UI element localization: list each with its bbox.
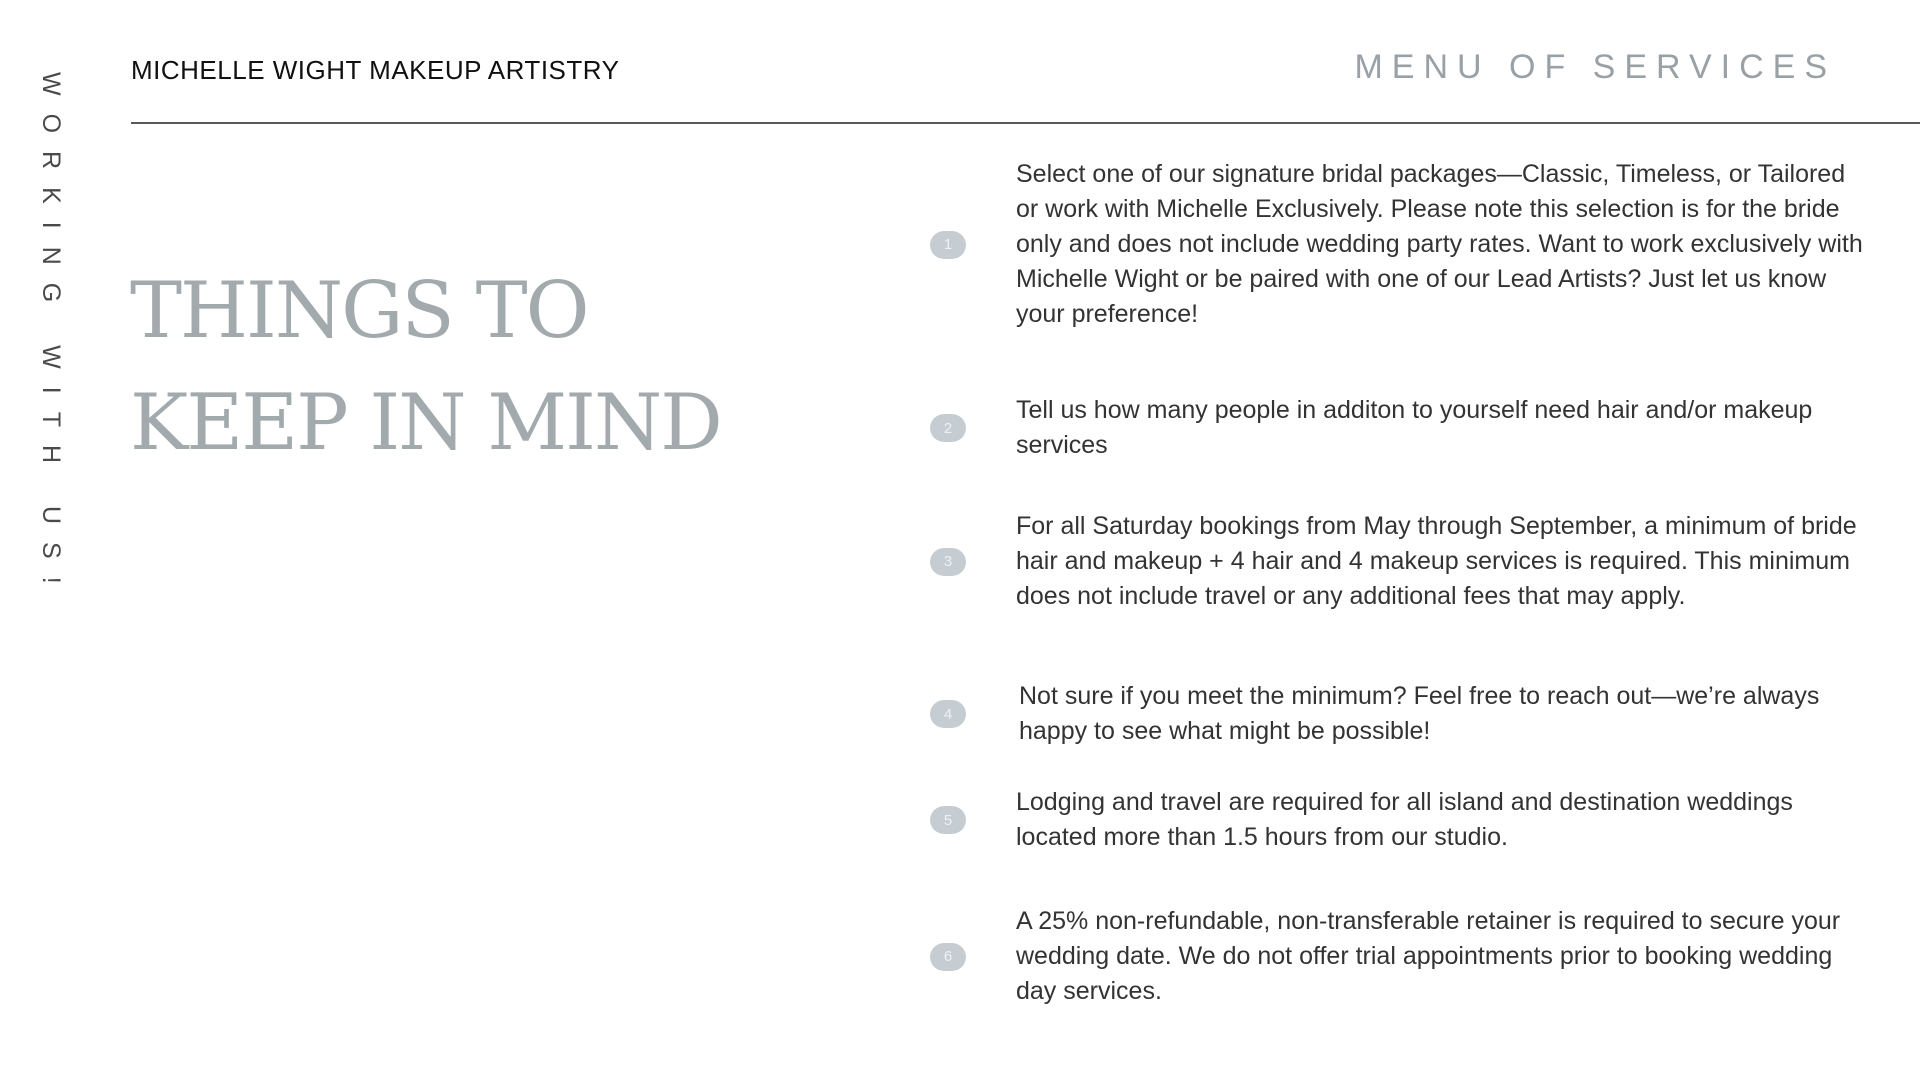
list-item-text: Select one of our signature bridal packages—Classic, Timeless, or Tailored or work with Michelle Exclusively. Please note this selection is for the bride only and does not include wedding party rates. Want to work exclusively with Michelle Wight or be paired with one of our Lead Artists? Just let us know your preference! [1016, 160, 1863, 328]
number-badge: 3 [930, 548, 966, 576]
list-item [930, 785, 1870, 855]
brand-name: MICHELLE WIGHT MAKEUP ARTISTRY [131, 55, 620, 85]
list-item [930, 393, 1870, 463]
number-badge: 6 [930, 943, 966, 971]
list-item-text: For all Saturday bookings from May through September, a minimum of bride hair and makeup + 4 hair and 4 makeup services is required. This minimum does not include travel or any additional fees that may apply. [1016, 512, 1857, 610]
number-badge: 5 [930, 806, 966, 834]
number-badge: 4 [930, 700, 966, 728]
page-heading [130, 255, 721, 479]
vertical-side-title: WORKING WITH US! [37, 72, 65, 602]
heading-line-2: KEEP IN MIND [130, 378, 721, 468]
number-badge: 1 [930, 231, 966, 259]
header-divider [131, 122, 1920, 124]
list-item [930, 904, 1870, 1009]
menu-of-services-title: MENU OF SERVICES [1354, 48, 1836, 86]
list-item-text: Not sure if you meet the minimum? Feel free to reach out—we’re always happy to see what might be possible! [1019, 682, 1820, 745]
list-item-text: Tell us how many people in additon to yourself need hair and/or makeup services [1016, 396, 1813, 459]
number-badge: 2 [930, 414, 966, 442]
list-item [930, 157, 1870, 332]
list-item-text: Lodging and travel are required for all island and destination weddings located more than 1.5 hours from our studio. [1016, 788, 1793, 851]
list-item [930, 509, 1870, 614]
list-item [930, 679, 1870, 749]
heading-line-1: THINGS TO [130, 266, 588, 356]
list-item-text: A 25% non-refundable, non-transferable retainer is required to secure your wedding date. We do not offer trial appointments prior to booking wedding day services. [1016, 907, 1841, 1005]
